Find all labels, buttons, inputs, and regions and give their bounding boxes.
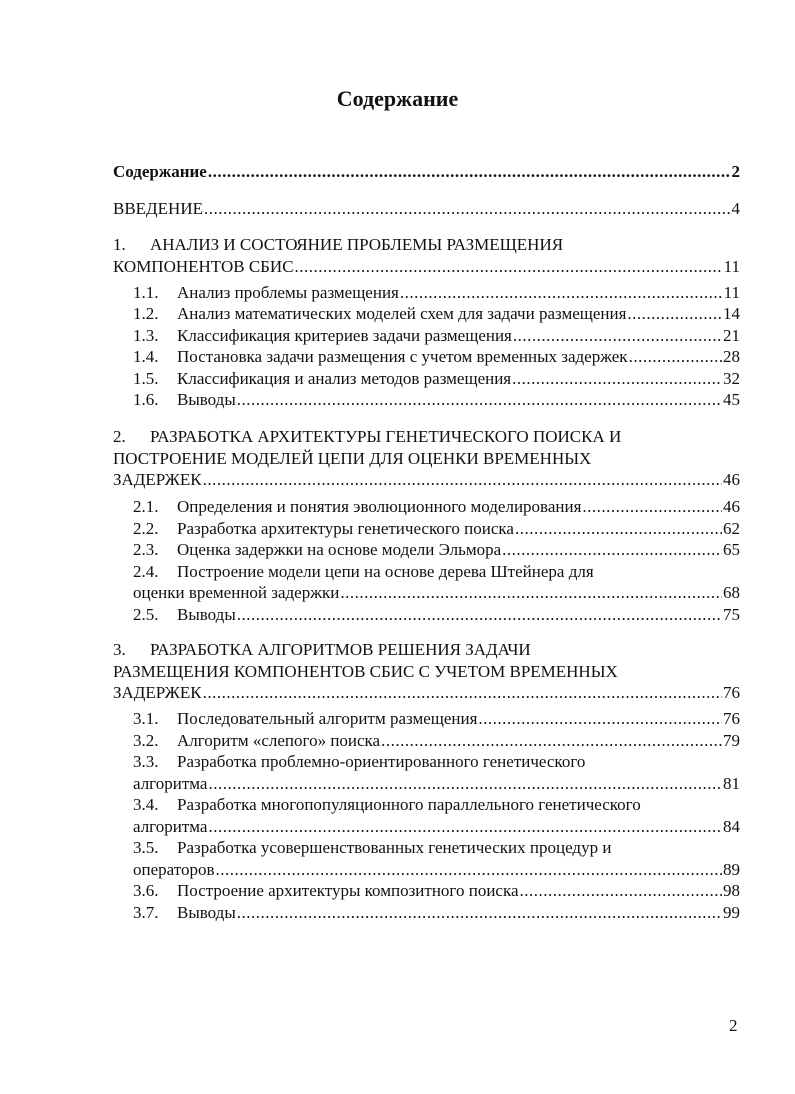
toc-section-2-4[interactable] <box>113 561 740 604</box>
section-line <box>133 539 740 561</box>
chapter-title-line <box>113 639 740 661</box>
section-title: Определения и понятия эволюционного моделирования <box>177 497 582 516</box>
section-line <box>133 751 740 773</box>
section-line <box>133 816 740 838</box>
section-number: 1.6. <box>133 390 159 409</box>
section-title: Выводы <box>177 604 236 624</box>
section-number: 1.2. <box>133 304 159 323</box>
section-line <box>133 708 740 730</box>
toc-entry-page: 46 <box>723 470 740 489</box>
chapter-title: РАЗРАБОТКА АЛГОРИТМОВ РЕШЕНИЯ ЗАДАЧИ <box>150 640 531 659</box>
toc-entry-page: 32 <box>723 368 740 388</box>
toc-entry-page: 21 <box>723 325 740 345</box>
section-line <box>133 325 740 347</box>
chapter-number: 1. <box>113 235 126 254</box>
page-number: 2 <box>729 1016 738 1035</box>
toc-entry-page: 76 <box>723 709 740 728</box>
section-number: 3.2. <box>133 730 159 750</box>
dot-leader <box>340 582 722 604</box>
section-title: Разработка многопопуляционного параллельного генетического <box>177 795 641 814</box>
section-number: 3.4. <box>133 795 159 814</box>
toc-entry-page: 89 <box>723 859 740 879</box>
section-line <box>133 518 740 540</box>
dot-leader <box>627 303 722 325</box>
section-title-cont: операторов <box>133 859 215 879</box>
dot-leader <box>295 256 723 278</box>
toc-entry-page: 68 <box>723 583 740 602</box>
toc-entry-text: ВВЕДЕНИЕ <box>113 199 203 218</box>
section-title: Выводы <box>177 902 236 922</box>
dot-leader <box>582 496 722 518</box>
dot-leader <box>502 539 722 561</box>
section-title: Последовательный алгоритм размещения <box>177 709 478 728</box>
toc-section-3-2[interactable] <box>113 730 740 752</box>
toc-section-3-5[interactable] <box>113 837 740 880</box>
toc-entry-contents[interactable] <box>113 161 740 183</box>
toc-entry-page: 99 <box>723 902 740 922</box>
dot-leader <box>203 469 722 491</box>
section-title-cont: оценки временной задержки <box>133 583 340 602</box>
toc-section-2-5[interactable] <box>113 604 740 626</box>
chapter-title: РАЗРАБОТКА АРХИТЕКТУРЫ ГЕНЕТИЧЕСКОГО ПОИСКА И <box>150 427 622 446</box>
chapter-title-line <box>113 426 740 448</box>
section-title: Анализ математических моделей схем для задачи размещения <box>177 304 627 323</box>
section-title-cont: алгоритма <box>133 816 208 836</box>
chapter-title: АНАЛИЗ И СОСТОЯНИЕ ПРОБЛЕМЫ РАЗМЕЩЕНИЯ <box>150 235 564 254</box>
toc-entry-page: 98 <box>723 881 740 900</box>
section-number: 2.2. <box>133 518 159 538</box>
chapter-title-line <box>113 661 740 683</box>
toc-entry-page: 65 <box>723 540 740 559</box>
section-line <box>133 837 740 859</box>
section-line <box>133 859 740 881</box>
section-line <box>133 346 740 368</box>
dot-leader <box>512 368 722 390</box>
dot-leader <box>203 682 722 704</box>
toc-entry-page: 62 <box>723 518 740 538</box>
toc-section-1-5[interactable] <box>113 368 740 390</box>
section-title: Построение архитектуры композитного поиска <box>177 881 519 900</box>
toc-section-1-2[interactable] <box>113 303 740 325</box>
section-line <box>133 389 740 411</box>
chapter-number: 3. <box>113 640 126 659</box>
toc-entry-page: 76 <box>723 683 740 702</box>
section-line <box>133 303 740 325</box>
dot-leader <box>208 816 722 838</box>
section-number: 2.1. <box>133 497 159 516</box>
section-line <box>133 880 740 902</box>
section-line <box>133 730 740 752</box>
toc-entry-page: 45 <box>723 390 740 409</box>
toc-entry-page: 75 <box>723 604 740 624</box>
toc-section-3-7[interactable] <box>113 902 740 924</box>
section-number: 1.4. <box>133 347 159 366</box>
section-title: Разработка архитектуры генетического поиска <box>177 518 514 538</box>
chapter-title-line <box>113 256 740 278</box>
toc-section-1-1[interactable] <box>113 282 740 304</box>
toc-entry-text: Содержание <box>113 162 207 181</box>
page-title: Содержание <box>336 86 459 111</box>
dot-leader <box>381 730 722 752</box>
section-title: Разработка проблемно-ориентированного генетического <box>177 752 586 771</box>
dot-leader <box>237 604 722 626</box>
toc-entry-intro[interactable] <box>113 198 740 220</box>
section-number: 1.3. <box>133 325 159 345</box>
toc-entry-page: 11 <box>723 282 740 302</box>
toc-section-2-1[interactable] <box>113 496 740 518</box>
chapter-title: КОМПОНЕНТОВ СБИС <box>113 256 294 276</box>
section-line <box>133 902 740 924</box>
section-number: 1.5. <box>133 368 159 388</box>
section-title: Алгоритм «слепого» поиска <box>177 730 381 750</box>
section-number: 2.4. <box>133 561 159 581</box>
section-line <box>133 773 740 795</box>
dot-leader <box>478 708 722 730</box>
toc-chapter-1[interactable] <box>113 234 740 277</box>
chapter-title: ЗАДЕРЖЕК <box>113 683 202 702</box>
toc-entry-page: 2 <box>731 162 740 181</box>
table-of-contents <box>113 161 740 923</box>
chapter-title-line <box>113 469 740 491</box>
dot-leader <box>208 161 731 183</box>
toc-entry-page: 84 <box>723 816 740 836</box>
dot-leader <box>515 518 722 540</box>
section-number: 3.3. <box>133 752 159 771</box>
section-title-cont: алгоритма <box>133 773 208 793</box>
dot-leader <box>237 902 722 924</box>
toc-section-3-6[interactable] <box>113 880 740 902</box>
dot-leader <box>204 198 731 220</box>
dot-leader <box>513 325 722 347</box>
section-line <box>133 282 740 304</box>
toc-section-1-4[interactable] <box>113 346 740 368</box>
section-line <box>133 604 740 626</box>
section-number: 1.1. <box>133 282 159 302</box>
toc-section-3-4[interactable] <box>113 794 740 837</box>
toc-entry-page: 46 <box>723 497 740 516</box>
toc-entry-page: 4 <box>731 199 740 218</box>
section-line <box>133 582 740 604</box>
dot-leader <box>208 773 722 795</box>
chapter-title-line <box>113 682 740 704</box>
dot-leader <box>629 346 722 368</box>
toc-entry-page: 28 <box>723 347 740 366</box>
section-number: 3.5. <box>133 838 159 857</box>
chapter-title: ЗАДЕРЖЕК <box>113 470 202 489</box>
section-line <box>133 794 740 816</box>
chapter-title-line <box>113 234 740 256</box>
toc-section-1-3[interactable] <box>113 325 740 347</box>
dot-leader <box>400 282 723 304</box>
dot-leader <box>237 389 722 411</box>
section-number: 3.7. <box>133 902 159 922</box>
section-number: 2.3. <box>133 540 159 559</box>
toc-section-2-3[interactable] <box>113 539 740 561</box>
section-title: Оценка задержки на основе модели Эльмора <box>177 540 502 559</box>
toc-entry-page: 11 <box>723 256 740 276</box>
chapter-title-line <box>113 448 740 470</box>
toc-section-3-3[interactable] <box>113 751 740 794</box>
section-line <box>133 561 740 583</box>
section-line <box>133 368 740 390</box>
section-title: Построение модели цепи на основе дерева Штейнера для <box>177 561 594 581</box>
section-number: 3.1. <box>133 709 159 728</box>
toc-chapter-2[interactable] <box>113 426 740 491</box>
section-title: Постановка задачи размещения с учетом временных задержек <box>177 347 628 366</box>
toc-entry-page: 14 <box>723 304 740 323</box>
dot-leader <box>215 859 722 881</box>
chapter-number: 2. <box>113 427 126 446</box>
section-title: Анализ проблемы размещения <box>177 282 399 302</box>
dot-leader <box>520 880 722 902</box>
toc-section-1-6[interactable] <box>113 389 740 411</box>
section-title: Классификация и анализ методов размещения <box>177 368 512 388</box>
toc-entry-page: 79 <box>723 730 740 750</box>
section-title: Выводы <box>177 390 236 409</box>
chapter-title: РАЗМЕЩЕНИЯ КОМПОНЕНТОВ СБИС С УЧЕТОМ ВРЕМЕННЫХ <box>113 661 618 681</box>
section-title: Классификация критериев задачи размещения <box>177 325 512 345</box>
toc-entry-page: 81 <box>723 773 740 793</box>
section-number: 2.5. <box>133 604 159 624</box>
section-number: 3.6. <box>133 881 159 900</box>
chapter-title: ПОСТРОЕНИЕ МОДЕЛЕЙ ЦЕПИ ДЛЯ ОЦЕНКИ ВРЕМЕННЫХ <box>113 448 592 468</box>
toc-section-2-2[interactable] <box>113 518 740 540</box>
toc-section-3-1[interactable] <box>113 708 740 730</box>
section-title: Разработка усовершенствованных генетических процедур и <box>177 838 612 857</box>
toc-chapter-3[interactable] <box>113 639 740 704</box>
section-line <box>133 496 740 518</box>
